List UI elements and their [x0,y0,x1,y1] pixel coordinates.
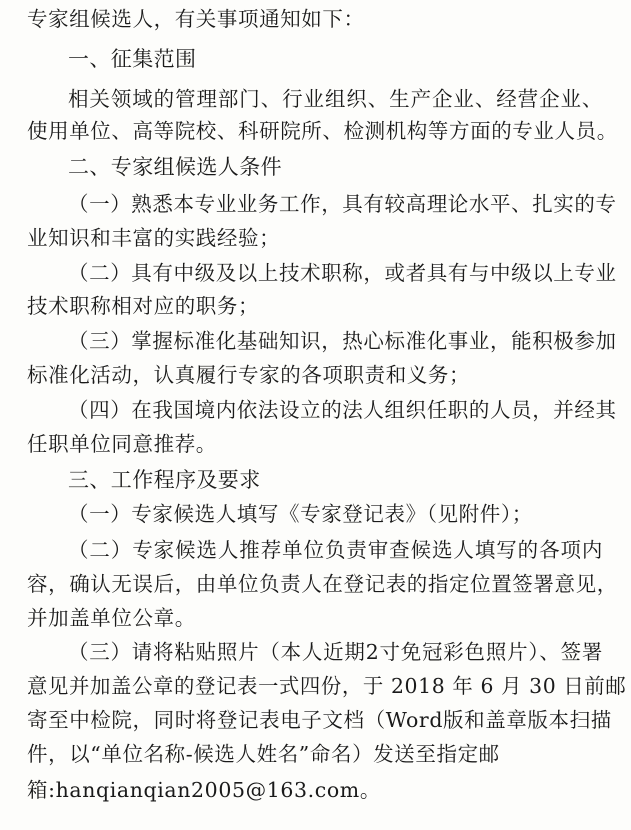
section-2-heading: 二、专家组候选人条件 [68,155,282,179]
section-3-line-5: （三）请将粘贴照片（本人近期2寸免冠彩色照片）、签署 [68,640,603,664]
section-3-line-6: 意见并加盖公章的登记表一式四份，于 2018 年 6 月 30 日前邮 [27,674,627,698]
section-3-line-7: 寄至中检院，同时将登记表电子文档（Word版和盖章版本扫描 [27,708,612,732]
section-1-line-1: 相关领域的管理部门、行业组织、生产企业、经营企业、 [68,87,603,111]
section-2-line-1: （一）熟悉本专业业务工作，具有较高理论水平、扎实的专 [68,192,617,216]
section-1-heading: 一、征集范围 [68,47,197,71]
section-2-line-7: （四）在我国境内依法设立的法人组织任职的人员，并经其 [68,398,617,422]
section-3-line-3: 容，确认无误后，由单位负责人在登记表的指定位置签署意见， [27,572,618,596]
section-2-line-3: （二）具有中级及以上技术职称，或者具有与中级以上专业 [68,261,617,285]
section-2-line-2: 业知识和丰富的实践经验； [27,226,281,250]
section-3-line-2: （二）专家候选人推荐单位负责审查候选人填写的各项内 [68,538,603,562]
section-2-line-4: 技术职称相对应的职务； [27,294,260,318]
section-2-line-5: （三）掌握标准化基础知识，热心标准化事业，能积极参加 [68,329,617,353]
section-3-line-4: 并加盖单位公章。 [27,606,196,630]
section-2-line-8: 任职单位同意推荐。 [27,432,217,456]
intro-line: 专家组候选人，有关事项通知如下： [27,7,365,31]
section-3-line-8: 件，以“单位名称-候选人姓名”命名）发送至指定邮 [27,742,500,766]
section-3-line-9: 箱:hanqianqian2005@163.com。 [27,778,381,802]
section-3-line-1: （一）专家候选人填写《专家登记表》（见附件）； [68,502,533,526]
section-2-line-6: 标准化活动，认真履行专家的各项职责和义务； [27,363,471,387]
section-1-line-2: 使用单位、高等院校、科研院所、检测机构等方面的专业人员。 [27,119,618,143]
section-3-heading: 三、工作程序及要求 [68,468,261,492]
